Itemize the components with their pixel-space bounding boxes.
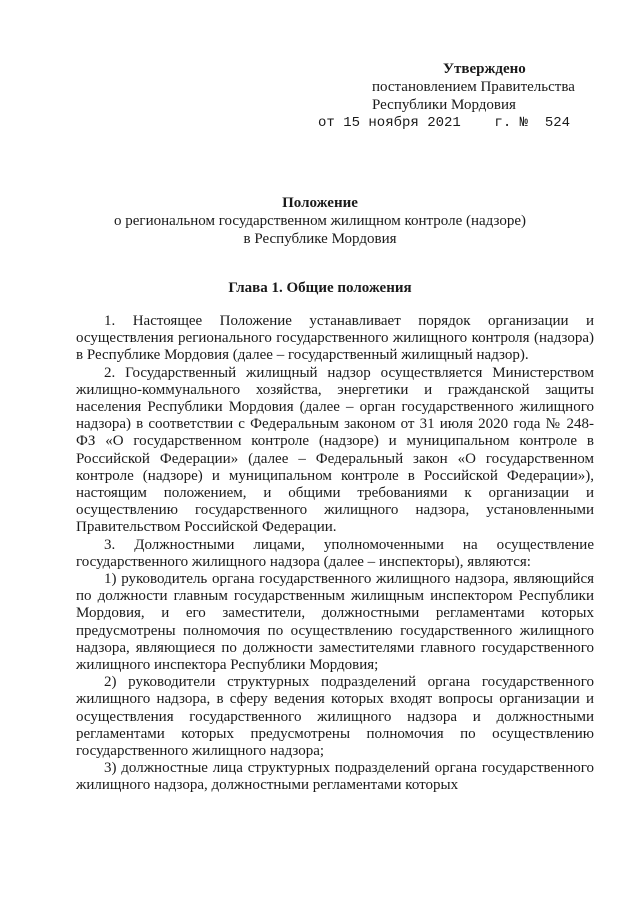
document-title-block (0, 194, 640, 248)
approval-heading: Утверждено (443, 61, 526, 77)
approval-line-2: Республики Мордовия (372, 97, 516, 113)
approval-line-1: постановлением Правительства (372, 79, 575, 95)
paragraph-3-item-1: 1) руководитель органа государственного жилищного надзора, являющийся по должности главным государственным жилищным инспектором Республики Мордовия, и его заместители, должностными регламентами которых предусмотрены полномочия по осуществлению государственного жилищного надзора, являющиеся по должности заместителями главного государственного жилищного инспектора Республики Мордовия; (76, 571, 594, 674)
paragraph-3: 3. Должностными лицами, уполномоченными на осуществление государственного жилищного надзора (далее – инспекторы), являются: (76, 536, 594, 570)
document-body (76, 313, 594, 795)
approval-date-line: от 15 ноября 2021 г. № 524 (318, 115, 571, 131)
document-title: Положение (282, 195, 358, 211)
paragraph-3-item-3: 3) должностные лица структурных подразделений органа государственного жилищного надзора, должностными регламентами которых (76, 760, 594, 794)
paragraph-3-item-2: 2) руководители структурных подразделений органа государственного жилищного надзора, в сферу ведения которых входят вопросы организации и осуществления государственного жилищного надзора и должностными регламентами которых предусмотрены полномочия по осуществлению государственного жилищного надзора; (76, 674, 594, 760)
paragraph-2: 2. Государственный жилищный надзор осуществляется Министерством жилищно-коммунального хозяйства, энергетики и гражданской защиты населения Республики Мордовия (далее – орган государственного жилищного надзора) в соответствии с Федеральным законом от 31 июля 2020 года № 248-ФЗ «О государственном контроле (надзоре) и муниципальном контроле в Российской Федерации» (далее – Федеральный закон «О государственном контроле (надзоре) и муниципальном контроле в Российской Федерации»), настоящим положением, и общими требованиями к организации и осуществлению государственного жилищного надзора, установленными Правительством Российской Федерации. (76, 364, 594, 536)
paragraph-1: 1. Настоящее Положение устанавливает порядок организации и осуществления регионального государственного жилищного контроля (надзора) в Республике Мордовия (далее – государственный жилищный надзор). (76, 313, 594, 364)
approval-block (318, 60, 600, 132)
document-subtitle-line-2: в Республике Мордовия (243, 231, 397, 247)
document-subtitle-line-1: о региональном государственном жилищном контроле (надзоре) (114, 213, 526, 229)
chapter-heading: Глава 1. Общие положения (228, 280, 412, 296)
